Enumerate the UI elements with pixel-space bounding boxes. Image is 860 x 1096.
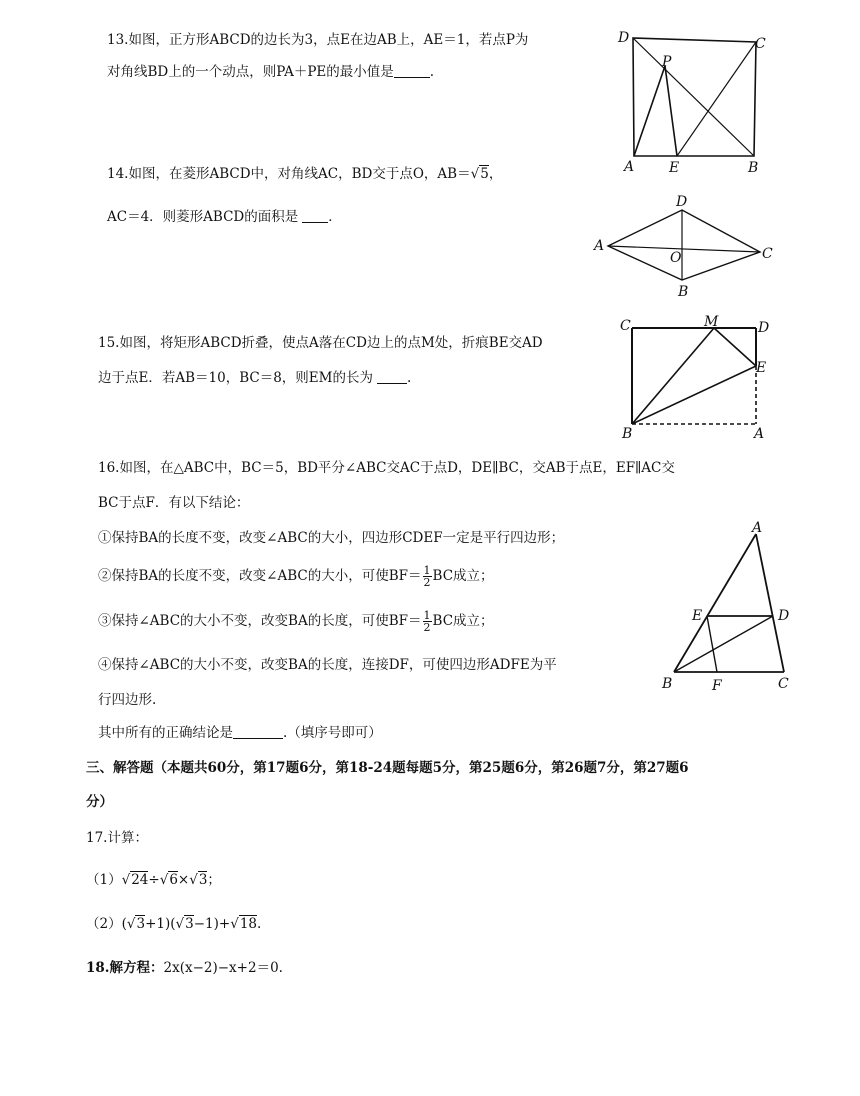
q16-answer-blank [233,724,283,739]
q17-part-2: （2）(√3+1)(√3−1)+√18. [86,916,262,932]
q14-label-C: C [762,246,773,262]
q13-label-E: E [669,160,680,176]
q17-part-2-b: +1)( [145,916,176,932]
fraction-numerator: 1 [423,609,431,622]
q16-answer-line [98,723,382,743]
q17-part-1-end: ； [207,872,221,888]
q15-line-2-text: 边于点E．若AB＝10，BC＝8，则EM的长为 [98,370,373,386]
q14-line-1: 14.如图，在菱形ABCD中，对角线AC，BD交于点O，AB＝√5， [107,166,503,182]
q16-figure [660,516,800,696]
q17-part-2-radicand-2: 3 [185,916,194,932]
q13-label-P: P [662,54,672,70]
q15-line-2-end: . [406,370,412,386]
q17-title: 17.计算： [86,830,148,846]
fraction-numerator: 1 [423,564,431,577]
q15-label-C: C [620,318,631,334]
q15-figure [616,312,786,444]
q14-label-O: O [670,250,682,266]
q13-label-B: B [748,160,759,176]
q13-line-2-text: 对角线BD上的一个动点，则PA＋PE的最小值是 [107,64,394,80]
q15-label-B: B [622,426,633,442]
q16-line-2: BC于点F．有以下结论： [98,495,250,511]
q16-conclusion-4: ④保持∠ABC的大小不变，改变BA的长度，连接DF，可使四边形ADFE为平 [98,657,557,673]
q14-line-1-text-b: ， [488,166,503,182]
q16-label-A: A [752,520,763,536]
q17-part-2-radicand-1: 3 [136,916,146,932]
q16-conclusion-4-cont: 行四边形. [98,692,157,708]
q14-label-D: D [676,194,688,210]
q17-part-1-radicand-2: 6 [169,872,178,888]
q17-part-2-end: . [257,916,262,932]
q17-part-2-radicand-3: 18 [239,916,257,932]
q14-line-2 [107,207,342,227]
fraction-denominator: 2 [423,621,431,634]
q16-label-F: F [712,678,722,694]
q17-part-1-radicand-1: 24 [131,872,149,888]
q16-conclusion-3-b: BC成立； [432,613,494,629]
q17-part-1: （1）√24÷√6×√3； [86,872,221,888]
q17-part-1-op-1: ÷ [148,872,160,888]
q14-sqrt-value: 5 [480,166,489,182]
q13-figure [600,20,780,180]
q17-part-1-radicand-3: 3 [198,872,208,888]
q16-label-D: D [778,608,790,624]
q15-label-D: D [758,320,770,336]
q17-part-1-op-2: × [177,872,190,888]
q17-part-2-a: ( [121,916,127,932]
q16-conclusion-3 [98,610,494,633]
q14-figure [590,192,780,302]
q13-line-1: 13.如图，正方形ABCD的边长为3，点E在边AB上，AE＝1，若点P为 [107,32,529,48]
q16-line-1: 16.如图，在△ABC中，BC＝5，BD平分∠ABC交AC于点D，DE∥BC，交AB于点E，EF∥AC交 [98,460,675,476]
fraction-denominator: 2 [423,576,431,589]
section3-heading-line-2: 分） [86,794,113,810]
q14-label-A: A [594,238,605,254]
q15-label-M: M [704,314,719,330]
q17-part-2-c: −1)+ [193,916,231,932]
q14-line-1-text-a: 14.如图，在菱形ABCD中，对角线AC，BD交于点O，AB＝ [107,166,471,182]
q16-conclusion-1: ①保持BA的长度不变，改变∠ABC的大小，四边形CDEF一定是平行四边形； [98,530,565,546]
q16-conclusion-2 [98,565,494,588]
q15-line-1: 15.如图，将矩形ABCD折叠，使点A落在CD边上的点M处，折痕BE交AD [98,335,543,351]
q16-answer-text-b: .（填序号即可） [283,725,382,741]
q13-line-2-end: . [429,64,435,80]
q15-label-E: E [756,360,767,376]
q16-label-B: B [662,676,673,692]
q13-label-A: A [624,159,635,175]
q15-line-2 [98,368,411,388]
q16-label-C: C [778,676,789,692]
q15-label-A: A [754,426,765,442]
q17-part-2-label: （2） [86,916,122,932]
q14-answer-blank [302,208,328,223]
q14-line-2-text: AC＝4．则菱形ABCD的面积是 [107,209,299,225]
q16-conclusion-3-a: ③保持∠ABC的大小不变，改变BA的长度，可使BF＝ [98,613,422,629]
q13-label-D: D [618,30,630,46]
q16-conclusion-2-b: BC成立； [432,568,494,584]
q16-answer-text-a: 其中所有的正确结论是 [98,725,233,741]
section3-heading-line-1: 三、解答题（本题共60分，第17题6分，第18-24题每题5分，第25题6分，第26题7分，第27题6 [86,760,689,776]
q16-label-E: E [692,608,703,624]
q16-conclusion-2-fraction [423,565,432,588]
q16-conclusion-3-fraction [423,610,432,633]
q13-label-C: C [755,36,766,52]
q13-answer-blank [394,63,430,78]
q14-line-2-end: ． [328,209,342,225]
q18-equation: 2x(x−2)−x+2＝0. [163,960,283,976]
q14-label-B: B [678,284,689,300]
q17-part-1-label: （1） [86,872,122,888]
q18-line [86,958,283,978]
q13-line-2 [107,62,434,82]
q18-label: 18.解方程： [86,960,164,976]
q16-conclusion-2-a: ②保持BA的长度不变，改变∠ABC的大小，可使BF＝ [98,568,422,584]
q15-answer-blank [377,369,407,384]
